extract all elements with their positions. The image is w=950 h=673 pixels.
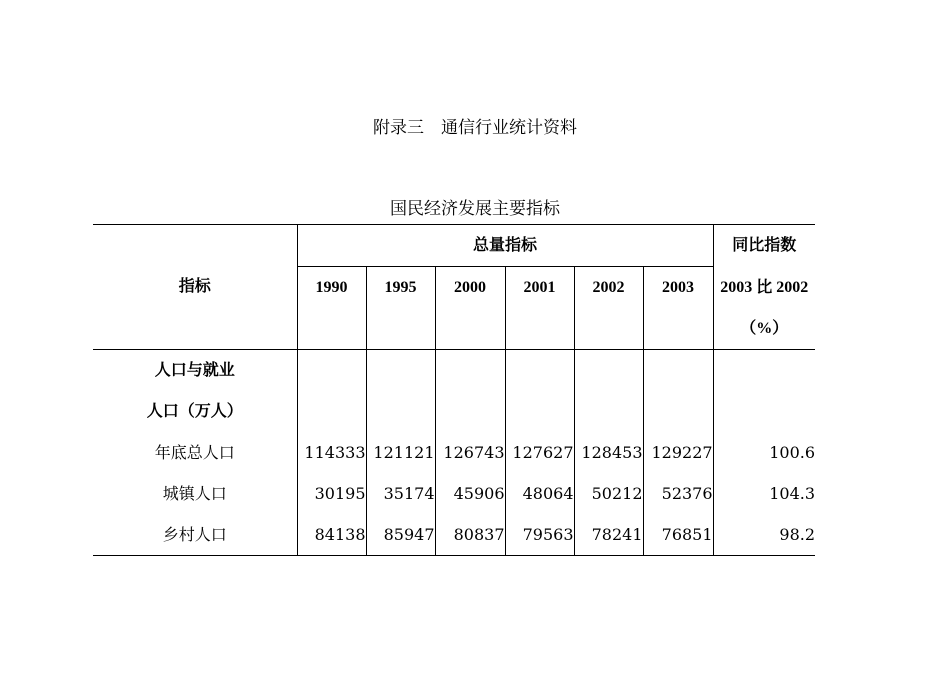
year-header-1990: 1990 [297, 267, 366, 350]
table-row [93, 514, 815, 556]
table-cell: 121121 [366, 432, 435, 473]
table-cell: 80837 [435, 514, 505, 556]
table-cell: 128453 [574, 432, 643, 473]
section-row-1 [93, 349, 815, 391]
row-label: 乡村人口 [93, 514, 297, 556]
row-label: 年底总人口 [154, 442, 235, 462]
year-header-2000: 2000 [435, 267, 505, 350]
indicator-header: 指标 [93, 225, 297, 350]
table-caption: 国民经济发展主要指标 [390, 199, 560, 219]
yoy-unit-label: （%） [713, 308, 815, 350]
yoy-comparison-label: 2003 比 2002 [713, 267, 815, 308]
table-cell: 35174 [366, 473, 435, 514]
document-title: 附录三 通信行业统计资料 [373, 118, 577, 138]
yoy-index-header: 同比指数 [713, 225, 815, 267]
table-cell: 126743 [435, 432, 505, 473]
year-header-2002: 2002 [574, 267, 643, 350]
index-cell: 100.6 [713, 432, 815, 473]
table-row [93, 473, 815, 514]
table-cell: 76851 [643, 514, 713, 556]
year-header-1995: 1995 [366, 267, 435, 350]
table-cell: 48064 [505, 473, 574, 514]
section-subtitle: 人口（万人） [146, 402, 243, 420]
index-cell: 98.2 [713, 514, 815, 556]
table-cell: 45906 [435, 473, 505, 514]
row-label: 城镇人口 [162, 483, 227, 503]
table-cell: 84138 [297, 514, 366, 556]
index-cell: 104.3 [713, 473, 815, 514]
table-cell: 50212 [574, 473, 643, 514]
table-cell: 30195 [297, 473, 366, 514]
year-header-2003: 2003 [643, 267, 713, 350]
economic-indicators-table [93, 224, 815, 556]
section-title: 人口与就业 [93, 349, 297, 391]
table-cell: 78241 [574, 514, 643, 556]
table-cell: 52376 [643, 473, 713, 514]
table-cell: 127627 [505, 432, 574, 473]
total-indicators-header: 总量指标 [297, 225, 713, 267]
table-cell: 114333 [297, 432, 366, 473]
section-row-2 [93, 391, 815, 432]
table-cell: 129227 [643, 432, 713, 473]
table-cell: 79563 [505, 514, 574, 556]
header-row-1 [93, 225, 815, 267]
table-cell: 85947 [366, 514, 435, 556]
table-row [93, 432, 815, 473]
year-header-2001: 2001 [505, 267, 574, 350]
